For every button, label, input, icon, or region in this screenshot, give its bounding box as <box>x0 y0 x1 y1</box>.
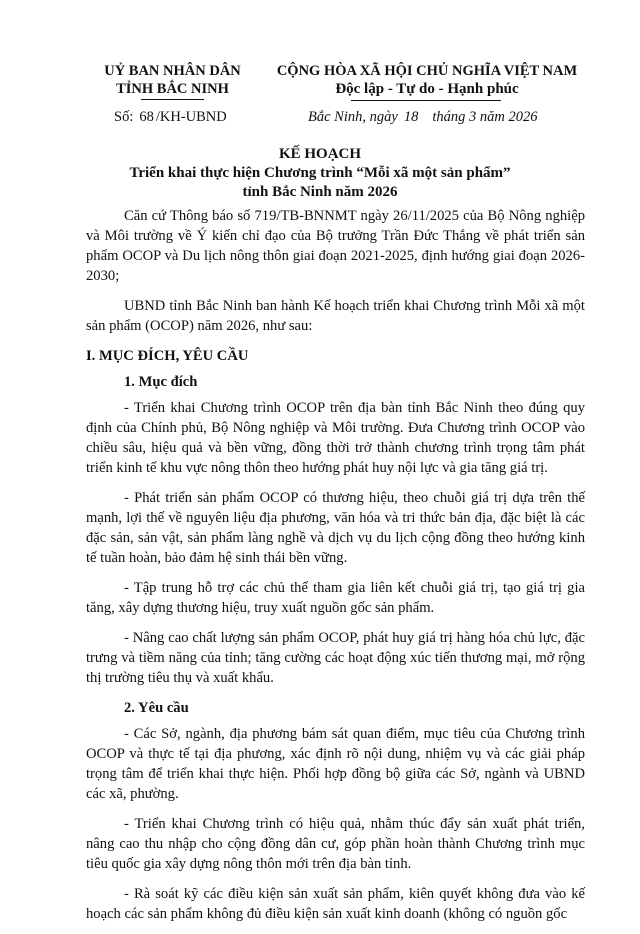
subsection-heading-requirements: 2. Yêu cầu <box>124 700 189 716</box>
purpose-item: - Nâng cao chất lượng sản phẩm OCOP, phát huy giá trị hàng hóa chủ lực, đặc trưng và tiềm năng của tỉnh; tăng cường các hoạt động xúc tiến thương mại, mở rộng thị trường tiêu thụ và xuất khẩu. <box>86 630 585 686</box>
requirement-item: - Triển khai Chương trình có hiệu quả, nhằm thúc đẩy sản xuất phát triển, nâng cao thu nhập cho cộng đồng dân cư, góp phần hoàn thành Chương trình mục tiêu quốc gia xây dựng nông thôn mới trên địa bàn tỉnh. <box>86 816 585 872</box>
title-line-3: tỉnh Bắc Ninh năm 2026 <box>242 184 398 200</box>
document-number <box>114 108 227 126</box>
document-title <box>60 145 580 202</box>
national-motto <box>262 62 592 98</box>
doc-number-suffix: /KH-UBND <box>155 109 227 125</box>
title-line-1: KẾ HOẠCH <box>278 146 362 162</box>
document-body <box>86 206 585 934</box>
authority-underline <box>141 99 204 100</box>
issuing-authority <box>95 62 250 98</box>
purpose-item: - Tập trung hỗ trợ các chủ thể tham gia liên kết chuỗi giá trị, tạo giá trị gia tăng, xây dựng thương hiệu, truy xuất nguồn gốc sản phẩm. <box>86 580 585 616</box>
authority-line-2: TỈNH BẮC NINH <box>116 81 229 97</box>
motto-underline <box>351 100 501 101</box>
motto: Độc lập - Tự do - Hạnh phúc <box>335 81 519 97</box>
authority-line-1: UỶ BAN NHÂN DÂN <box>104 63 241 79</box>
requirement-item: - Rà soát kỹ các điều kiện sản xuất sản phẩm, kiên quyết không đưa vào kế hoạch các sản phẩm không đủ điều kiện sản xuất kinh doanh (không có nguồn gốc <box>86 886 585 922</box>
date-suffix: tháng 3 năm 2026 <box>432 109 538 125</box>
section-heading-1: I. MỤC ĐÍCH, YÊU CẦU <box>86 348 249 364</box>
doc-number-label: Số: <box>114 109 134 125</box>
country-name: CỘNG HÒA XÃ HỘI CHỦ NGHĨA VIỆT NAM <box>276 63 578 79</box>
subsection-heading-purpose: 1. Mục đích <box>124 374 198 390</box>
doc-number-value: 68 <box>139 109 154 125</box>
issue-date <box>308 108 537 126</box>
title-line-2: Triển khai thực hiện Chương trình “Mỗi xã một sản phẩm” <box>129 165 511 181</box>
purpose-item: - Triển khai Chương trình OCOP trên địa bàn tỉnh Bắc Ninh theo đúng quy định của Chính phủ, Bộ Nông nghiệp và Môi trường. Đưa Chương trình OCOP vào chiều sâu, hiệu quả và bền vững, đồng thời trở thành chương trình trọng tâm phát triển kinh tế khu vực nông thôn theo hướng phát huy nội lực và gia tăng giá trị. <box>86 400 585 476</box>
intro-paragraph-1: Căn cứ Thông báo số 719/TB-BNNMT ngày 26/11/2025 của Bộ Nông nghiệp và Môi trường về Ý kiến chỉ đạo của Bộ trưởng Trần Đức Thắng về phát triển sản phẩm OCOP và Du lịch nông thôn giai đoạn 2021-2025, định hướng giai đoạn 2026-2030; <box>86 208 585 284</box>
requirement-item: - Các Sở, ngành, địa phương bám sát quan điểm, mục tiêu của Chương trình OCOP và thực tế tại địa phương, xác định rõ nội dung, nhiệm vụ và các giải pháp trọng tâm để triển khai thực hiện. Phối hợp đồng bộ giữa các Sở, ngành và UBND các xã, phường. <box>86 726 585 802</box>
intro-paragraph-2: UBND tỉnh Bắc Ninh ban hành Kế hoạch triển khai Chương trình Mỗi xã một sản phẩm (OCOP) năm 2026, như sau: <box>86 298 585 334</box>
date-prefix: Bắc Ninh, ngày <box>308 109 398 125</box>
purpose-item: - Phát triển sản phẩm OCOP có thương hiệu, theo chuỗi giá trị dựa trên thế mạnh, lợi thế về nguyên liệu địa phương, văn hóa và tri thức bản địa, đặc biệt là các đặc sản, sản vật, sản phẩm làng nghề và dịch vụ du lịch cộng đồng theo hướng kinh tế tuần hoàn, bảo đảm hệ sinh thái bền vững. <box>86 490 585 566</box>
date-day: 18 <box>403 109 419 125</box>
